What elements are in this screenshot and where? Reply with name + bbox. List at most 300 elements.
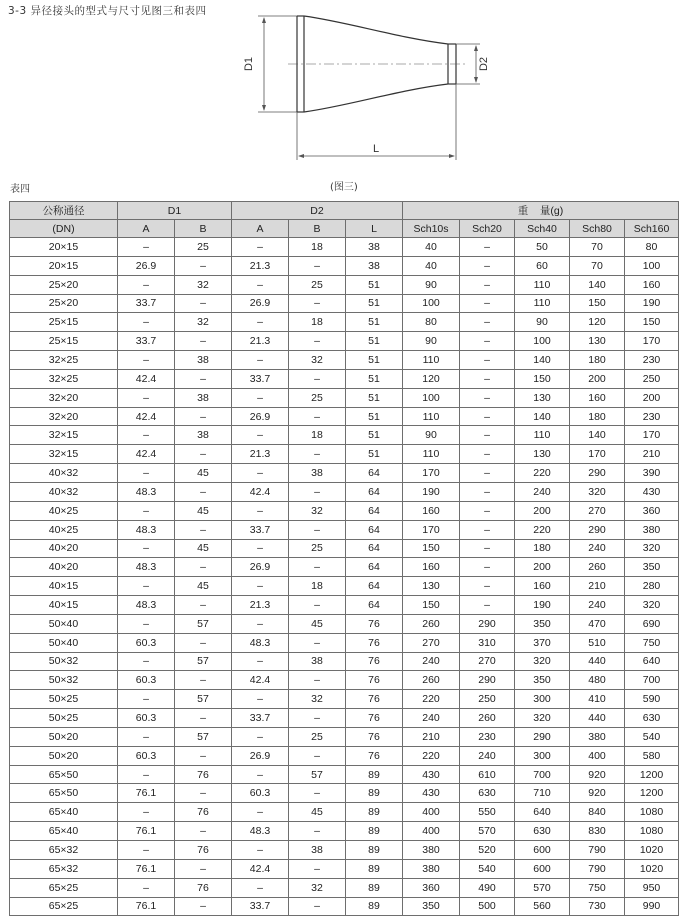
table-cell: 640 <box>515 803 570 822</box>
table-cell: – <box>118 539 175 558</box>
table-cell: 400 <box>570 746 625 765</box>
table-cell: 89 <box>346 897 403 916</box>
table-cell: 560 <box>515 897 570 916</box>
table-cell: 48.3 <box>118 482 175 501</box>
table-cell: 220 <box>403 690 460 709</box>
table-row <box>10 464 679 483</box>
table-cell: 25×15 <box>10 313 118 332</box>
table-row <box>10 652 679 671</box>
table-cell: 70 <box>570 238 625 257</box>
table-cell: 380 <box>403 841 460 860</box>
table-cell: 90 <box>515 313 570 332</box>
table-cell: 48.3 <box>118 520 175 539</box>
table-cell: 26.9 <box>118 256 175 275</box>
table-cell: 40 <box>403 256 460 275</box>
table-cell: 150 <box>570 294 625 313</box>
table-cell: – <box>460 501 515 520</box>
table-cell: 51 <box>346 275 403 294</box>
table-cell: 60.3 <box>118 746 175 765</box>
table-cell: 180 <box>515 539 570 558</box>
table-cell: 230 <box>625 407 679 426</box>
table-cell: 380 <box>625 520 679 539</box>
table-cell: – <box>232 313 289 332</box>
table-cell: 76 <box>346 727 403 746</box>
table-cell: 100 <box>403 294 460 313</box>
table-cell: – <box>460 520 515 539</box>
table-cell: 20×15 <box>10 238 118 257</box>
table-cell: 950 <box>625 878 679 897</box>
table-cell: – <box>289 256 346 275</box>
table-row <box>10 482 679 501</box>
header-l: L <box>346 220 403 238</box>
table-cell: – <box>232 238 289 257</box>
table-row <box>10 369 679 388</box>
table-cell: 390 <box>625 464 679 483</box>
table-cell: – <box>175 671 232 690</box>
table-header-top <box>10 202 679 220</box>
table-cell: 50×32 <box>10 652 118 671</box>
table-cell: 76 <box>346 633 403 652</box>
table-cell: 65×50 <box>10 784 118 803</box>
table-cell: 45 <box>175 577 232 596</box>
table-cell: 38 <box>289 652 346 671</box>
table-cell: 32×25 <box>10 351 118 370</box>
table-cell: – <box>175 822 232 841</box>
table-cell: – <box>289 671 346 690</box>
table-row <box>10 784 679 803</box>
table-cell: – <box>232 878 289 897</box>
table-cell: 26.9 <box>232 407 289 426</box>
table-cell: – <box>175 294 232 313</box>
table-cell: 130 <box>403 577 460 596</box>
table-cell: – <box>460 238 515 257</box>
table-cell: – <box>232 464 289 483</box>
table-cell: – <box>232 690 289 709</box>
reducer-drawing <box>238 14 488 164</box>
table-cell: 270 <box>403 633 460 652</box>
table-cell: 610 <box>460 765 515 784</box>
table-cell: 51 <box>346 388 403 407</box>
table-cell: 40×25 <box>10 501 118 520</box>
table-cell: – <box>460 482 515 501</box>
table-cell: 130 <box>570 332 625 351</box>
table-cell: 260 <box>570 558 625 577</box>
header-d2-b: B <box>289 220 346 238</box>
table-cell: 200 <box>515 558 570 577</box>
table-cell: 50 <box>515 238 570 257</box>
table-cell: – <box>175 332 232 351</box>
table-cell: 89 <box>346 765 403 784</box>
table-cell: 76.1 <box>118 897 175 916</box>
table-cell: 26.9 <box>232 558 289 577</box>
table-cell: 550 <box>460 803 515 822</box>
table-cell: 51 <box>346 407 403 426</box>
table-cell: 140 <box>515 407 570 426</box>
table-cell: 21.3 <box>232 256 289 275</box>
table-cell: 57 <box>175 614 232 633</box>
table-cell: 65×50 <box>10 765 118 784</box>
table-cell: 240 <box>515 482 570 501</box>
table-cell: 840 <box>570 803 625 822</box>
table-cell: – <box>289 294 346 313</box>
table-cell: 540 <box>625 727 679 746</box>
table-cell: 33.7 <box>232 369 289 388</box>
table-cell: 45 <box>175 501 232 520</box>
table-cell: 40×20 <box>10 558 118 577</box>
table-cell: – <box>460 445 515 464</box>
table-cell: 48.3 <box>118 596 175 615</box>
table-row <box>10 614 679 633</box>
table-cell: – <box>289 332 346 351</box>
table-cell: 990 <box>625 897 679 916</box>
table-cell: 270 <box>460 652 515 671</box>
table-cell: 310 <box>460 633 515 652</box>
table-cell: – <box>175 369 232 388</box>
table-cell: 170 <box>625 332 679 351</box>
table-row <box>10 558 679 577</box>
table-cell: 220 <box>515 464 570 483</box>
table-cell: 140 <box>570 426 625 445</box>
table-cell: 160 <box>570 388 625 407</box>
table-cell: – <box>289 596 346 615</box>
table-cell: 76.1 <box>118 859 175 878</box>
table-cell: 89 <box>346 803 403 822</box>
table-cell: 170 <box>403 464 460 483</box>
table-cell: – <box>175 784 232 803</box>
table-cell: 350 <box>515 671 570 690</box>
table-cell: 240 <box>570 596 625 615</box>
table-row <box>10 351 679 370</box>
table-cell: 33.7 <box>232 897 289 916</box>
table-cell: 570 <box>515 878 570 897</box>
table-cell: 32×15 <box>10 445 118 464</box>
header-sch20: Sch20 <box>460 220 515 238</box>
table-cell: – <box>289 558 346 577</box>
table-cell: 1020 <box>625 841 679 860</box>
table-cell: 150 <box>403 539 460 558</box>
table-cell: 45 <box>289 803 346 822</box>
table-row <box>10 709 679 728</box>
table-cell: 38 <box>175 388 232 407</box>
table-cell: 360 <box>403 878 460 897</box>
table-cell: 150 <box>625 313 679 332</box>
table-cell: – <box>118 765 175 784</box>
table-cell: – <box>232 351 289 370</box>
table-cell: – <box>460 294 515 313</box>
table-cell: – <box>232 727 289 746</box>
table-cell: 76 <box>346 709 403 728</box>
table-cell: 32 <box>175 313 232 332</box>
table-row <box>10 313 679 332</box>
header-weight: 重 量(g) <box>403 202 679 220</box>
table-row <box>10 294 679 313</box>
table-cell: 110 <box>515 426 570 445</box>
table-row <box>10 275 679 294</box>
table-cell: 51 <box>346 332 403 351</box>
table-cell: 64 <box>346 482 403 501</box>
table-cell: 540 <box>460 859 515 878</box>
table-cell: – <box>289 784 346 803</box>
table-cell: 250 <box>460 690 515 709</box>
table-row <box>10 671 679 690</box>
table-cell: 64 <box>346 464 403 483</box>
table-cell: 260 <box>403 671 460 690</box>
table-cell: 64 <box>346 577 403 596</box>
table-cell: – <box>232 275 289 294</box>
table-cell: 33.7 <box>118 294 175 313</box>
table-cell: 40×32 <box>10 464 118 483</box>
table-row <box>10 501 679 520</box>
table-cell: 38 <box>289 841 346 860</box>
table-cell: 520 <box>460 841 515 860</box>
table-cell: 830 <box>570 822 625 841</box>
table-cell: 89 <box>346 878 403 897</box>
table-cell: – <box>289 897 346 916</box>
table-cell: 40×25 <box>10 520 118 539</box>
table-cell: 25 <box>175 238 232 257</box>
table-cell: 120 <box>403 369 460 388</box>
d2-label: D2 <box>478 56 490 72</box>
table-cell: 700 <box>515 765 570 784</box>
table-cell: – <box>232 841 289 860</box>
table-row <box>10 878 679 897</box>
table-cell: 920 <box>570 784 625 803</box>
table-cell: 65×25 <box>10 878 118 897</box>
table-row <box>10 746 679 765</box>
table-cell: 26.9 <box>232 294 289 313</box>
table-cell: 200 <box>625 388 679 407</box>
table-cell: 42.4 <box>232 859 289 878</box>
table-cell: 200 <box>515 501 570 520</box>
header-d2: D2 <box>232 202 403 220</box>
table-row <box>10 859 679 878</box>
header-d1-b: B <box>175 220 232 238</box>
table-cell: 76 <box>346 746 403 765</box>
table-cell: 100 <box>625 256 679 275</box>
table-row <box>10 388 679 407</box>
table-cell: 210 <box>625 445 679 464</box>
table-cell: 40×32 <box>10 482 118 501</box>
table-cell: 430 <box>403 765 460 784</box>
table-cell: 130 <box>515 445 570 464</box>
table-cell: – <box>289 822 346 841</box>
table-cell: – <box>175 256 232 275</box>
table-row <box>10 577 679 596</box>
table-cell: – <box>460 313 515 332</box>
table-cell: 160 <box>625 275 679 294</box>
table-cell: 45 <box>175 464 232 483</box>
table-cell: 57 <box>175 727 232 746</box>
table-cell: 50×20 <box>10 727 118 746</box>
table-cell: 89 <box>346 784 403 803</box>
table-cell: 190 <box>515 596 570 615</box>
header-d1: D1 <box>118 202 232 220</box>
table-cell: 600 <box>515 859 570 878</box>
table-cell: 430 <box>403 784 460 803</box>
table-cell: – <box>118 464 175 483</box>
table-row <box>10 520 679 539</box>
table-cell: – <box>175 445 232 464</box>
table-cell: 750 <box>625 633 679 652</box>
table-cell: – <box>118 614 175 633</box>
table-cell: 33.7 <box>232 520 289 539</box>
table-cell: 33.7 <box>232 709 289 728</box>
table-row <box>10 690 679 709</box>
table-cell: 440 <box>570 652 625 671</box>
table-cell: 40 <box>403 238 460 257</box>
table-cell: 42.4 <box>118 369 175 388</box>
table-cell: 32×25 <box>10 369 118 388</box>
table-cell: 380 <box>403 859 460 878</box>
table-cell: 21.3 <box>232 596 289 615</box>
table-cell: – <box>232 652 289 671</box>
table-cell: 110 <box>403 445 460 464</box>
table-cell: 32 <box>289 878 346 897</box>
table-cell: – <box>289 445 346 464</box>
header-dn: (DN) <box>10 220 118 238</box>
table-cell: – <box>232 803 289 822</box>
table-cell: 76 <box>346 614 403 633</box>
table-cell: 21.3 <box>232 445 289 464</box>
table-row <box>10 822 679 841</box>
table-cell: 400 <box>403 822 460 841</box>
table-row <box>10 539 679 558</box>
table-cell: 500 <box>460 897 515 916</box>
table-cell: 32 <box>175 275 232 294</box>
table-cell: 60.3 <box>118 671 175 690</box>
table-cell: 65×40 <box>10 822 118 841</box>
table-cell: 220 <box>515 520 570 539</box>
table-row <box>10 803 679 822</box>
table-cell: 690 <box>625 614 679 633</box>
table-cell: – <box>175 859 232 878</box>
table-cell: 40×15 <box>10 577 118 596</box>
table-cell: 70 <box>570 256 625 275</box>
table-cell: 180 <box>570 351 625 370</box>
table-cell: 380 <box>570 727 625 746</box>
table-cell: – <box>289 520 346 539</box>
table-cell: 920 <box>570 765 625 784</box>
table-cell: – <box>175 407 232 426</box>
table-cell: 290 <box>515 727 570 746</box>
table-cell: 260 <box>460 709 515 728</box>
d1-label: D1 <box>243 56 255 72</box>
table-cell: 80 <box>625 238 679 257</box>
table-cell: – <box>289 633 346 652</box>
table-cell: 57 <box>175 690 232 709</box>
table-cell: – <box>289 482 346 501</box>
figure-caption: (图三) <box>330 182 358 193</box>
table-row <box>10 445 679 464</box>
table-cell: – <box>460 539 515 558</box>
table-cell: 510 <box>570 633 625 652</box>
table-cell: – <box>460 596 515 615</box>
table-cell: – <box>118 577 175 596</box>
table-cell: – <box>118 841 175 860</box>
table-cell: 32×15 <box>10 426 118 445</box>
table-cell: 150 <box>403 596 460 615</box>
table-cell: 32 <box>289 690 346 709</box>
table-cell: 76 <box>175 841 232 860</box>
table-cell: 50×32 <box>10 671 118 690</box>
table-cell: – <box>118 426 175 445</box>
table-cell: 270 <box>570 501 625 520</box>
table-cell: 110 <box>515 294 570 313</box>
table-cell: 90 <box>403 275 460 294</box>
table-cell: 190 <box>625 294 679 313</box>
table-cell: 65×25 <box>10 897 118 916</box>
table-cell: 50×40 <box>10 614 118 633</box>
table-cell: 89 <box>346 822 403 841</box>
table-row <box>10 841 679 860</box>
table-cell: 230 <box>460 727 515 746</box>
table-cell: 38 <box>346 238 403 257</box>
table-cell: 130 <box>515 388 570 407</box>
table-cell: – <box>175 633 232 652</box>
table-cell: 50×25 <box>10 690 118 709</box>
table-cell: 76.1 <box>118 784 175 803</box>
header-sch10s: Sch10s <box>403 220 460 238</box>
table-cell: 32 <box>289 351 346 370</box>
table-cell: 65×32 <box>10 859 118 878</box>
table-cell: 160 <box>403 558 460 577</box>
table-cell: – <box>232 577 289 596</box>
table-cell: 580 <box>625 746 679 765</box>
table-cell: – <box>118 878 175 897</box>
table-cell: – <box>175 746 232 765</box>
table-cell: 290 <box>570 464 625 483</box>
table-cell: – <box>289 407 346 426</box>
table-cell: 42.4 <box>118 445 175 464</box>
table-cell: 490 <box>460 878 515 897</box>
table-cell: 1200 <box>625 784 679 803</box>
table-cell: 600 <box>515 841 570 860</box>
table-cell: – <box>175 596 232 615</box>
table-cell: 64 <box>346 596 403 615</box>
table-cell: – <box>175 482 232 501</box>
table-cell: 350 <box>625 558 679 577</box>
table-cell: 32×20 <box>10 388 118 407</box>
table-cell: 51 <box>346 313 403 332</box>
table-cell: 410 <box>570 690 625 709</box>
table-cell: – <box>175 558 232 577</box>
header-d2-a: A <box>232 220 289 238</box>
table-cell: 320 <box>515 652 570 671</box>
table-cell: – <box>460 332 515 351</box>
table-cell: – <box>460 275 515 294</box>
table-cell: – <box>460 464 515 483</box>
table-cell: 18 <box>289 238 346 257</box>
header-nominal: 公称通径 <box>10 202 118 220</box>
table-row <box>10 596 679 615</box>
table-cell: – <box>232 539 289 558</box>
table-cell: 64 <box>346 520 403 539</box>
table-cell: – <box>232 614 289 633</box>
table-cell: 730 <box>570 897 625 916</box>
table-cell: 60.3 <box>118 633 175 652</box>
table-cell: 1200 <box>625 765 679 784</box>
table-cell: 110 <box>403 407 460 426</box>
table-cell: 38 <box>346 256 403 275</box>
table-cell: – <box>118 501 175 520</box>
table-cell: 33.7 <box>118 332 175 351</box>
table-cell: – <box>460 407 515 426</box>
table-row <box>10 238 679 257</box>
table-cell: 170 <box>570 445 625 464</box>
table-cell: 350 <box>403 897 460 916</box>
table-cell: 76 <box>346 671 403 690</box>
table-cell: – <box>118 690 175 709</box>
